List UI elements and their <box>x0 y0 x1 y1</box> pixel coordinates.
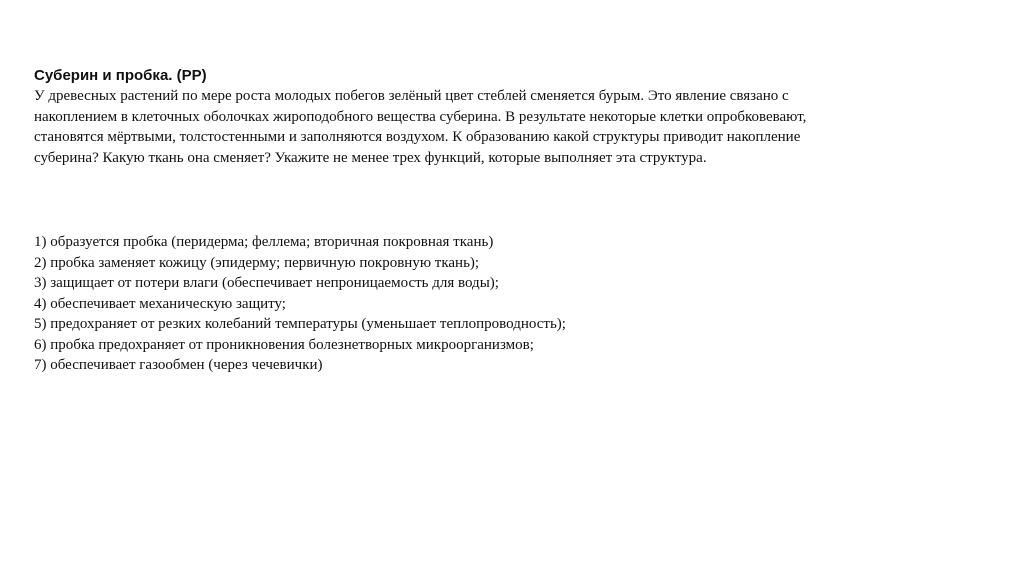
question-block <box>34 66 994 168</box>
answer-list <box>34 232 994 376</box>
answer-item: 5) предохраняет от резких колебаний температуры (уменьшает теплопроводность); <box>34 316 566 332</box>
question-text-line: У древесных растений по мере роста молодых побегов зелёный цвет стеблей сменяется бурым. Это явление связано с <box>34 88 789 104</box>
question-title: Суберин и пробка. (РР) <box>34 67 207 84</box>
answer-item: 1) образуется пробка (перидерма; феллема; вторичная покровная ткань) <box>34 234 494 250</box>
answer-item: 4) обеспечивает механическую защиту; <box>34 295 286 312</box>
question-text-line: суберина? Какую ткань она сменяет? Укажите не менее трех функций, которые выполняет эта структура. <box>34 149 707 166</box>
question-text-line: накоплением в клеточных оболочках жироподобного вещества суберина. В результате некоторые клетки опробковевают, <box>34 108 807 125</box>
answer-item: 2) пробка заменяет кожицу (эпидерму; первичную покровную ткань); <box>34 254 480 271</box>
answer-item: 7) обеспечивает газообмен (через чечевички) <box>34 357 323 373</box>
answer-item: 6) пробка предохраняет от проникновения болезнетворных микроорганизмов; <box>34 336 534 353</box>
question-text-line: становятся мёртвыми, толстостенными и заполняются воздухом. К образованию какой структуры приводит накопление <box>34 129 801 145</box>
answer-item: 3) защищает от потери влаги (обеспечивает непроницаемость для воды); <box>34 275 499 291</box>
